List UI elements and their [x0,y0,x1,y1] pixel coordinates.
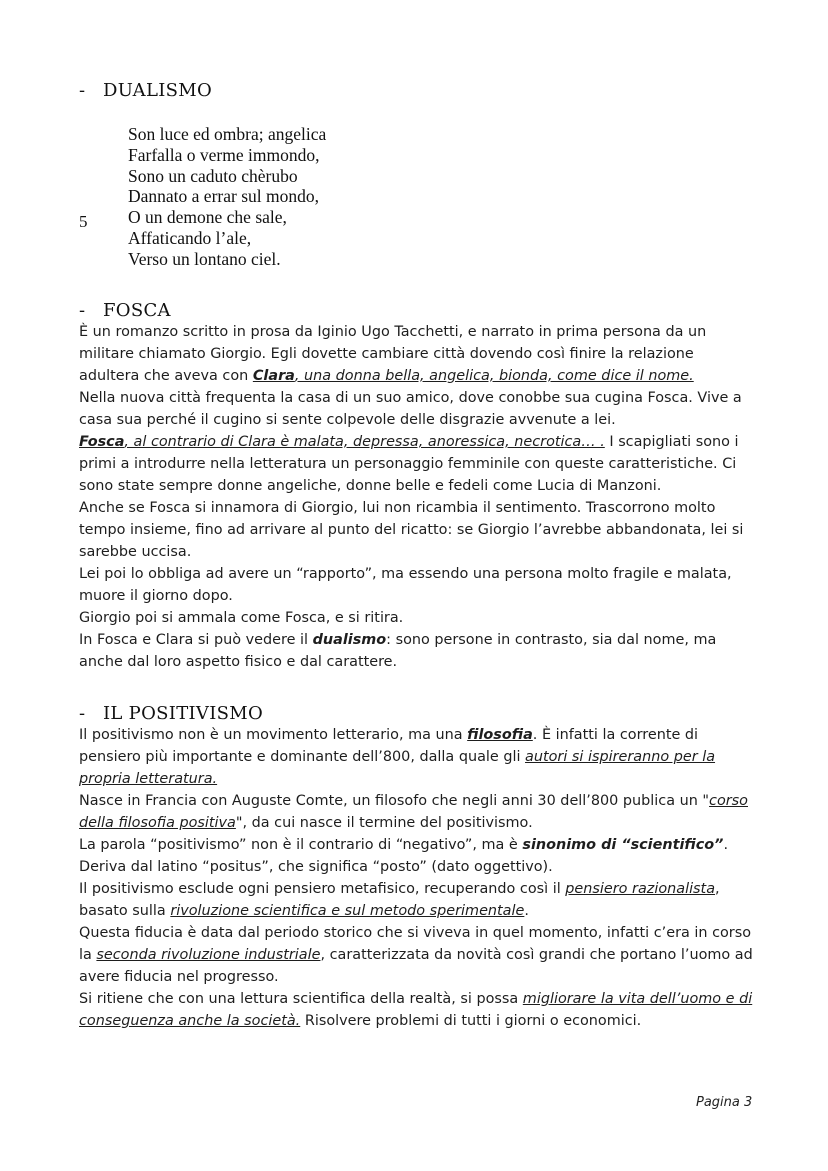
emphasized-text: sinonimo di “scientifico” [522,837,724,853]
poem-line: Farfalla o verme immondo, [128,144,320,165]
text-line [79,497,759,519]
text-run: adultera che aveva con [79,368,253,384]
text-run: . [524,903,529,919]
text-run: . È infatti la corrente di [532,727,699,743]
emphasized-text: conseguenza anche la società. [79,1013,301,1029]
heading-fosca [79,300,171,321]
text-line [79,812,759,834]
text-run: In Fosca e Clara si può vedere il [79,632,313,648]
text-line [79,651,759,673]
text-line [79,475,759,497]
text-run: muore il giorno dopo. [79,588,233,604]
text-run: , [715,881,720,897]
text-run: . [723,837,729,853]
text-line [79,321,759,343]
text-line [79,365,759,387]
poem-line: Son luce ed ombra; angelica [128,124,327,144]
emphasized-text: rivoluzione scientifica e sul metodo sperimentale [170,903,525,919]
text-line [79,900,759,922]
text-run: militare chiamato Giorgio. Egli dovette cambiare città dovendo così finire la relazione [79,346,694,362]
emphasized-text: , al contrario di Clara è malata, depressa, anoressica, necrotica… . [124,434,605,450]
emphasized-text: Fosca [79,434,125,450]
text-run: È un romanzo scritto in prosa da Iginio Ugo Tacchetti, e narrato in prima persona da un [79,324,707,340]
poem-line: Dannato a errar sul mondo, [128,186,319,207]
heading-dualismo [79,80,212,101]
text-run: Lei poi lo obbliga ad avere un “rapporto”, ma essendo una persona molto fragile e malata, [79,566,732,582]
text-run: Si ritiene che con una lettura scientifica della realtà, si possa [79,991,523,1007]
poem-line: Affaticando l’ale, [128,227,252,248]
text-line [79,922,759,944]
emphasized-text: filosofia [467,727,533,743]
text-run: Il positivismo esclude ogni pensiero metafisico, recuperando così il [79,881,566,897]
emphasized-text: propria letteratura. [79,771,218,787]
emphasized-text: autori si ispireranno per la [525,749,716,765]
text-line [79,343,759,365]
heading-positivismo [79,703,263,724]
poem-line: Sono un caduto chèrubo [128,165,298,186]
text-line [79,629,759,651]
text-line [79,878,759,900]
heading-title: DUALISMO [103,80,213,101]
text-run: Risolvere problemi di tutti i giorni o economici. [300,1013,642,1029]
text-run: tempo insieme, fino ad arrivare al punto del ricatto: se Giorgio l’avrebbe abbandonata, lei si [79,522,744,538]
heading-title: IL POSITIVISMO [103,703,264,724]
paragraph-positivismo [79,724,759,1032]
heading-bullet: - [79,80,86,101]
text-line [79,519,759,541]
text-line [79,409,759,431]
text-line [79,1010,759,1032]
text-run: Nella nuova città frequenta la casa di un suo amico, dove conobbe sua cugina Fosca. Vive a [79,390,742,406]
text-run: Nasce in Francia con Auguste Comte, un filosofo che negli anni 30 dell’800 publica un " [79,793,710,809]
text-line [79,988,759,1010]
text-run: primi a introdurre nella letteratura un personaggio femminile con queste caratteristiche. Ci [79,456,737,472]
paragraph-fosca [79,321,759,673]
text-run: sarebbe uccisa. [79,544,192,560]
text-run: Il positivismo non è un movimento letterario, ma una [79,727,468,743]
poem-line: O un demone che sale, [128,207,287,228]
text-run: casa sua perché il cugino si sente colpevole delle disgrazie avvenute a lei. [79,412,616,428]
emphasized-text: corso [709,793,748,809]
emphasized-text: dualismo [312,632,387,648]
text-line [79,724,759,746]
text-line [79,541,759,563]
text-run: , caratterizzata da novità così grandi che portano l’uomo ad [320,947,753,963]
text-run: La parola “positivismo” non è il contrario di “negativo”, ma è [79,837,523,853]
heading-bullet: - [79,703,86,724]
text-line [79,746,759,768]
poem-block [128,124,326,270]
text-line [79,790,759,812]
text-run: la [79,947,97,963]
text-run: pensiero più importante e dominante dell’800, dalla quale gli [79,749,526,765]
poem-line-number: 5 [79,212,88,231]
text-line [79,944,759,966]
text-run: anche dal loro aspetto fisico e dal carattere. [79,654,398,670]
emphasized-text: pensiero razionalista [565,881,716,897]
text-run: Deriva dal latino “positus”, che significa “posto” (dato oggettivo). [79,859,553,875]
text-line [79,856,759,878]
emphasized-text: , una donna bella, angelica, bionda, come dice il nome. [294,368,694,384]
emphasized-text: seconda rivoluzione industriale [96,947,321,963]
text-line [79,585,759,607]
poem-line: Verso un lontano ciel. [128,248,281,269]
heading-title: FOSCA [103,300,171,321]
text-run: Anche se Fosca si innamora di Giorgio, lui non ricambia il sentimento. Trascorrono molto [79,500,716,516]
text-run: I scapigliati sono i [604,434,739,450]
text-run: Giorgio poi si ammala come Fosca, e si ritira. [79,610,404,626]
text-line [79,768,759,790]
text-run: Questa fiducia è data dal periodo storico che si viveva in quel momento, infatti c’era in corso [79,925,752,941]
emphasized-text: della filosofia positiva [79,815,236,831]
text-line [79,387,759,409]
text-line [79,453,759,475]
text-run: ", da cui nasce il termine del positivismo. [235,815,533,831]
text-run: : sono persone in contrasto, sia dal nome, ma [386,632,717,648]
text-run: avere fiducia nel progresso. [79,969,279,985]
emphasized-text: Clara [252,368,295,384]
heading-bullet: - [79,300,86,321]
page-number: Pagina 3 [696,1095,753,1110]
text-line [79,834,759,856]
text-line [79,563,759,585]
emphasized-text: migliorare la vita dell’uomo e di [522,991,753,1007]
text-line [79,431,759,453]
text-run: basato sulla [79,903,171,919]
text-run: sono state sempre donne angeliche, donne belle e fedeli come Lucia di Manzoni. [79,478,662,494]
text-line [79,607,759,629]
text-line [79,966,759,988]
